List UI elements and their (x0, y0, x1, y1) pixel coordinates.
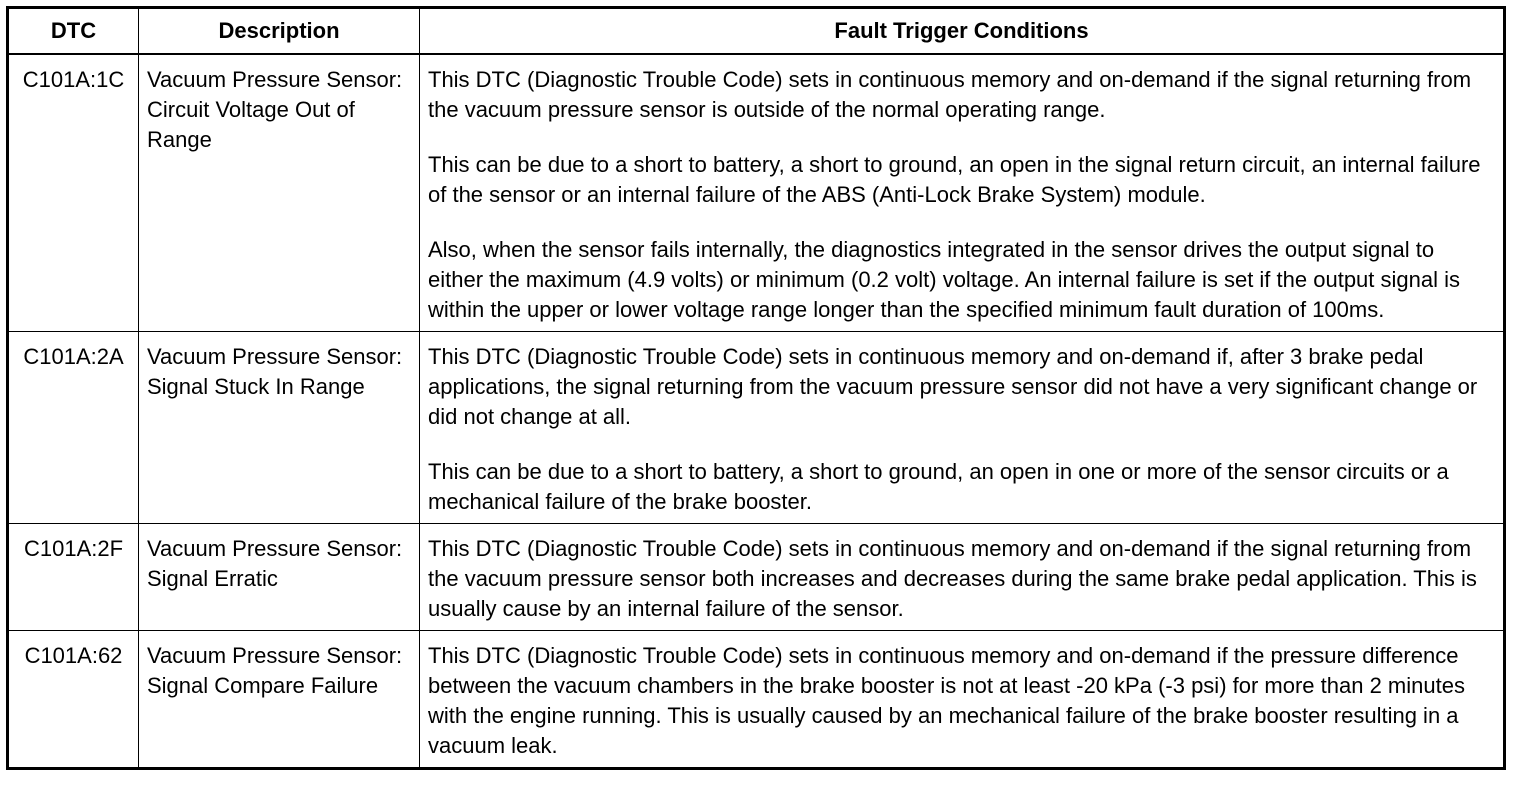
table-row (8, 54, 1505, 332)
condition-paragraph: This DTC (Diagnostic Trouble Code) sets in continuous memory and on-demand if, after 3 brake pedal applications, the signal returning from the vacuum pressure sensor did not have a very significant change or did not change at all. (428, 344, 1478, 429)
dtc-description: Vacuum Pressure Sensor: Signal Stuck In Range (139, 332, 420, 524)
fault-trigger-conditions (420, 631, 1505, 769)
fault-trigger-conditions (420, 524, 1505, 631)
dtc-table (6, 6, 1506, 770)
dtc-code: C101A:2F (8, 524, 139, 631)
dtc-description: Vacuum Pressure Sensor: Signal Compare Failure (139, 631, 420, 769)
header-dtc: DTC (8, 8, 139, 55)
header-fault-trigger-conditions: Fault Trigger Conditions (420, 8, 1505, 55)
dtc-code: C101A:62 (8, 631, 139, 769)
condition-paragraph: This can be due to a short to battery, a short to ground, an open in one or more of the sensor circuits or a mechanical failure of the brake booster. (428, 459, 1449, 514)
condition-paragraph: Also, when the sensor fails internally, the diagnostics integrated in the sensor drives the output signal to either the maximum (4.9 volts) or minimum (0.2 volt) voltage. An internal failure is set if the output signal is within the upper or lower voltage range longer than the specified minimum fault duration of 100ms. (428, 237, 1460, 322)
table-row (8, 524, 1505, 631)
header-description: Description (139, 8, 420, 55)
table-header-row (8, 8, 1505, 55)
condition-paragraph: This DTC (Diagnostic Trouble Code) sets in continuous memory and on-demand if the pressure difference between the vacuum chambers in the brake booster is not at least -20 kPa (-3 psi) for more than 2 minutes with the engine running. This is usually caused by an mechanical failure of the brake booster resulting in a vacuum leak. (428, 643, 1465, 758)
condition-paragraph: This DTC (Diagnostic Trouble Code) sets in continuous memory and on-demand if the signal returning from the vacuum pressure sensor is outside of the normal operating range. (428, 67, 1472, 122)
dtc-description: Vacuum Pressure Sensor: Circuit Voltage Out of Range (139, 54, 420, 332)
dtc-code: C101A:2A (8, 332, 139, 524)
dtc-description: Vacuum Pressure Sensor: Signal Erratic (139, 524, 420, 631)
table-row (8, 631, 1505, 769)
dtc-code: C101A:1C (8, 54, 139, 332)
table-row (8, 332, 1505, 524)
condition-paragraph: This DTC (Diagnostic Trouble Code) sets in continuous memory and on-demand if the signal returning from the vacuum pressure sensor both increases and decreases during the same brake pedal application. This is usually cause by an internal failure of the sensor. (428, 536, 1477, 621)
fault-trigger-conditions (420, 332, 1505, 524)
fault-trigger-conditions (420, 54, 1505, 332)
condition-paragraph: This can be due to a short to battery, a short to ground, an open in the signal return circuit, an internal failure of the sensor or an internal failure of the ABS (Anti-Lock Brake System) module. (428, 152, 1481, 207)
